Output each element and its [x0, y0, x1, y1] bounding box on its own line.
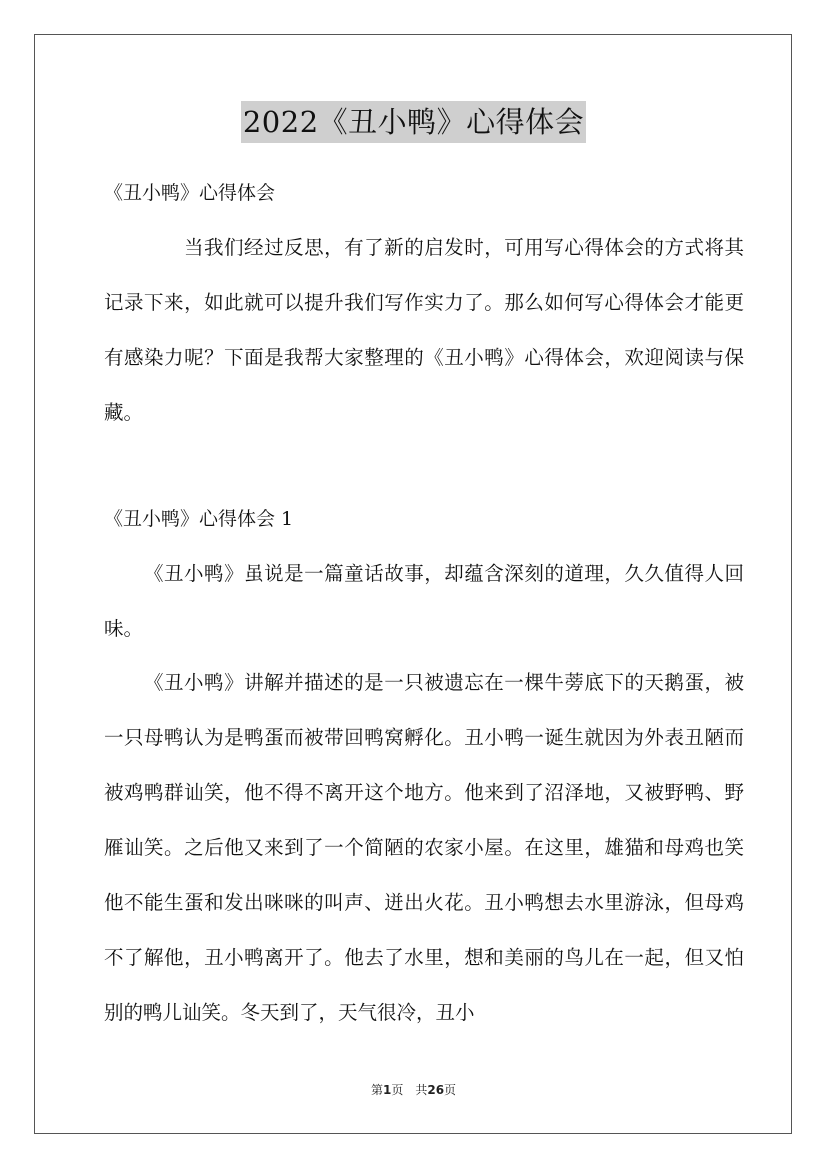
document-subtitle: 《丑小鸭》心得体会	[104, 182, 276, 204]
page-label-prefix: 第	[370, 1083, 383, 1097]
total-page-count: 26	[427, 1083, 445, 1097]
body-paragraph-1: 《丑小鸭》虽说是一篇童话故事，却蕴含深刻的道理，久久值得人回味。	[104, 562, 744, 640]
title-container	[0, 101, 827, 143]
document-title: 2022《丑小鸭》心得体会	[241, 101, 586, 143]
body-paragraph-2: 《丑小鸭》讲解并描述的是一只被遗忘在一棵牛蒡底下的天鹅蛋，被一只母鸭认为是鸭蛋而被带回鸭窝孵化。丑小鸭一诞生就因为外表丑陋而被鸡鸭群讪笑，他不得不离开这个地方。他来到了沼泽地，又被野鸭、野雁讪笑。之后他又来到了一个简陋的农家小屋。在这里，雄猫和母鸡也笑他不能生蛋和发出咪咪的叫声、迸出火花。丑小鸭想去水里游泳，但母鸡不了解他，丑小鸭离开了。他去了水里，想和美丽的鸟儿在一起，但又怕别的鸭儿讪笑。冬天到了，天气很冷，丑小	[104, 671, 744, 1024]
section-heading: 《丑小鸭》心得体会 1	[104, 508, 294, 530]
total-label-suffix: 页	[444, 1083, 457, 1097]
page-label-suffix: 页	[391, 1083, 404, 1097]
total-label-prefix: 共	[415, 1083, 428, 1097]
intro-paragraph: 当我们经过反思，有了新的启发时，可用写心得体会的方式将其记录下来，如此就可以提升我们写作实力了。那么如何写心得体会才能更有感染力呢？下面是我帮大家整理的《丑小鸭》心得体会，欢迎阅读与保藏。	[104, 236, 744, 424]
page-footer	[0, 1082, 827, 1098]
current-page-number: 1	[382, 1083, 392, 1097]
